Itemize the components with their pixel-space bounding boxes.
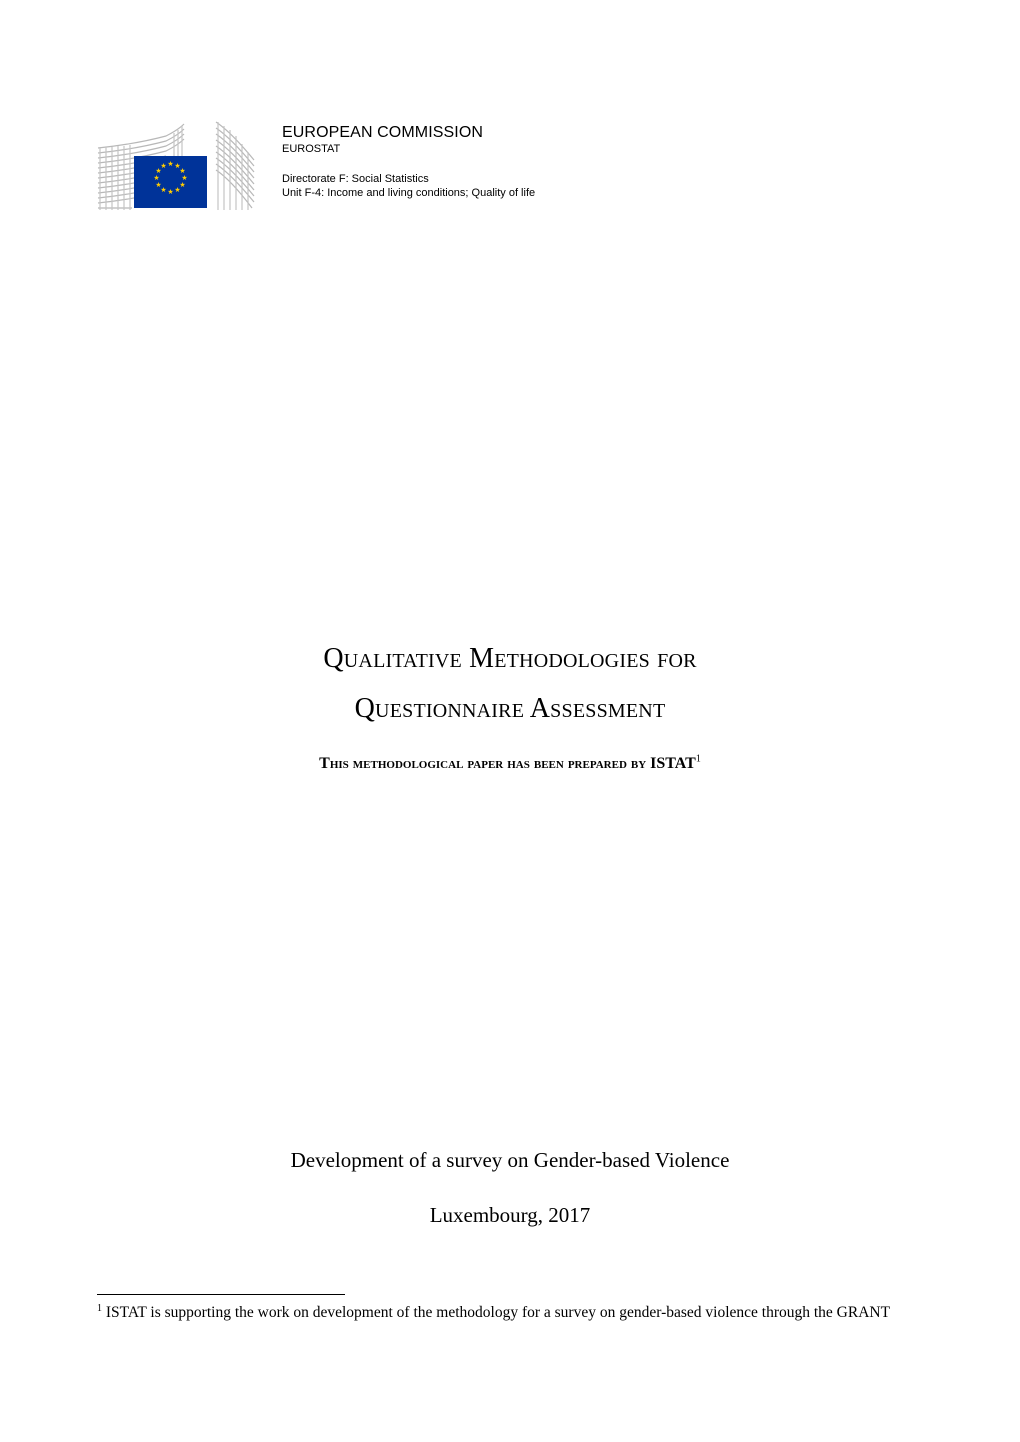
footnote-divider	[97, 1294, 345, 1295]
svg-text:★: ★	[181, 174, 188, 182]
footnote-text: ISTAT is supporting the work on development of the methodology for a survey on gender-based violence through the GRANT	[102, 1304, 891, 1321]
footnote	[97, 1302, 927, 1323]
title-line-1: Qualitative Methodologies for	[323, 643, 697, 674]
organization-name: EUROPEAN COMMISSION	[282, 124, 484, 141]
place-date: Luxembourg, 2017	[429, 1203, 591, 1227]
prepared-by-text: This methodological paper has been prepared by ISTAT	[319, 755, 696, 772]
unit-label: Unit F-4: Income and living conditions; Quality of life	[282, 187, 536, 199]
svg-text:★: ★	[153, 174, 160, 182]
svg-text:★: ★	[155, 181, 162, 189]
svg-text:★: ★	[174, 186, 181, 194]
svg-text:★: ★	[167, 188, 174, 196]
prepared-by-line	[0, 752, 1020, 776]
svg-text:★: ★	[174, 162, 181, 170]
organization-subname: EUROSTAT	[282, 143, 341, 155]
svg-text:★: ★	[179, 181, 186, 189]
document-title	[0, 634, 1020, 734]
footnote-number: 1	[97, 1302, 102, 1314]
svg-text:★: ★	[179, 167, 186, 175]
document-subtitle: Development of a survey on Gender-based Violence	[290, 1148, 730, 1172]
title-line-2: Questionnaire Assessment	[354, 693, 666, 724]
header-block	[282, 124, 535, 200]
svg-text:★: ★	[155, 167, 162, 175]
european-commission-logo-icon	[96, 120, 256, 212]
svg-text:★: ★	[167, 160, 174, 168]
svg-text:★: ★	[160, 186, 167, 194]
footnote-reference: 1	[695, 753, 701, 765]
svg-text:★: ★	[160, 162, 167, 170]
directorate-label: Directorate F: Social Statistics	[282, 173, 429, 185]
